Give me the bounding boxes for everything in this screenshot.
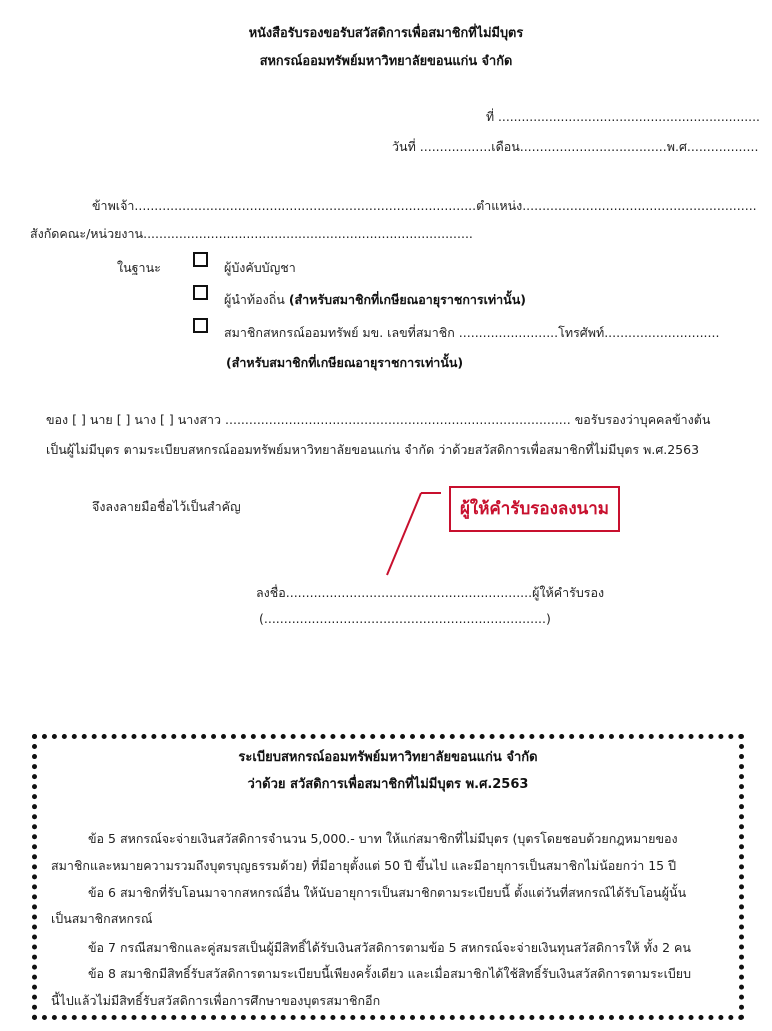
affiliation-field: สังกัดคณะ/หน่วยงาน................................................................................... — [30, 226, 473, 241]
regulation-clause-8-line-2: นี้ไปแล้วไม่มีสิทธิ์รับสวัสดิการเพื่อการศึกษาของบุตรสมาชิกอีก — [51, 993, 381, 1008]
checkbox-cooperative-member — [193, 318, 208, 333]
option-local-leader-note: (สำหรับสมาชิกที่เกษียณอายุราชการเท่านั้น) — [288, 292, 526, 307]
checkbox-supervisor — [193, 252, 208, 267]
regulation-clause-6-line-1: ข้อ 6 สมาชิกที่รับโอนมาจากสหกรณ์อื่น ให้นับอายุการเป็นสมาชิกตามระเบียบนี้ ตั้งแต่วันที่สหกรณ์ได้รับโอนผู้นั้น — [88, 885, 687, 900]
regulation-clause-5-line-2: สมาชิกและหมายความรวมถึงบุตรบุญธรรมด้วย) ที่มีอายุตั้งแต่ 50 ปี ขึ้นไป และมีอายุการเป็นสมาชิกไม่น้อยกว่า 15 ปี — [51, 858, 677, 873]
certification-line-1: ของ [ ] นาย [ ] นาง [ ] นางสาว ....................................................................................... ขอรับรองว่าบุคคลข้างต้น — [46, 412, 711, 427]
regulation-clause-5-line-1: ข้อ 5 สหกรณ์จะจ่ายเงินสวัสดิการจำนวน 5,000.- บาท ให้แก่สมาชิกที่ไม่มีบุตร (บุตรโดยชอบด้วยกฎหมายของ — [88, 831, 678, 846]
option-local-leader-label — [224, 290, 526, 310]
regulation-clause-8-line-1: ข้อ 8 สมาชิกมีสิทธิ์รับสวัสดิการตามระเบียบนี้เพียงครั้งเดียว และเมื่อสมาชิกได้ใช้สิทธิ์รับเงินสวัสดิการตามระเบียบ — [88, 966, 692, 981]
document-subtitle: สหกรณ์ออมทรัพย์มหาวิทยาลัยขอนแก่น จำกัด — [259, 54, 513, 69]
document-title: หนังสือรับรองขอรับสวัสดิการเพื่อสมาชิกที่ไม่มีบุตร — [248, 26, 524, 41]
checkbox-local-leader — [193, 285, 208, 300]
signature-line: ลงชื่อ..............................................................ผู้ให้คำรับรอง — [256, 585, 605, 600]
signer-stamp-label: ผู้ให้คำรับรองลงนาม — [449, 486, 620, 532]
reference-number-field: ที่ ................................................................... — [486, 110, 760, 124]
regulation-title: ระเบียบสหกรณ์ออมทรัพย์มหาวิทยาลัยขอนแก่น จำกัด — [238, 750, 538, 765]
option-member-label: สมาชิกสหกรณ์ออมทรัพย์ มข. เลขที่สมาชิก .........................โทรศัพท์............................. — [224, 325, 720, 340]
option-supervisor-label: ผู้บังคับบัญชา — [224, 260, 296, 275]
certification-line-2: เป็นผู้ไม่มีบุตร ตามระเบียบสหกรณ์ออมทรัพย์มหาวิทยาลัยขอนแก่น จำกัด ว่าด้วยสวัสดิการเพื่อสมาชิกที่ไม่มีบุตร พ.ศ.2563 — [46, 442, 700, 457]
regulation-subtitle: ว่าด้วย สวัสดิการเพื่อสมาชิกที่ไม่มีบุตร พ.ศ.2563 — [247, 777, 529, 792]
status-label: ในฐานะ — [117, 260, 161, 275]
closing-statement: จึงลงลายมือชื่อไว้เป็นสำคัญ — [92, 499, 241, 514]
option-member-note: (สำหรับสมาชิกที่เกษียณอายุราชการเท่านั้น) — [226, 355, 464, 370]
declarant-name-field: ข้าพเจ้า......................................................................................ตำแหน่ง........................................................... — [92, 198, 757, 213]
regulation-clause-6-line-2: เป็นสมาชิกสหกรณ์ — [51, 911, 153, 926]
signer-name-line: (.......................................................................) — [259, 611, 551, 626]
option-local-leader-text: ผู้นำท้องถิ่น — [224, 292, 285, 307]
date-field: วันที่ ..................เดือน.....................................พ.ศ.................. — [392, 139, 759, 154]
regulation-clause-7: ข้อ 7 กรณีสมาชิกและคู่สมรสเป็นผู้มีสิทธิ์ได้รับเงินสวัสดิการตามข้อ 5 สหกรณ์จะจ่ายเงินทุนสวัสดิการให้ ทั้ง 2 คน — [88, 940, 691, 955]
